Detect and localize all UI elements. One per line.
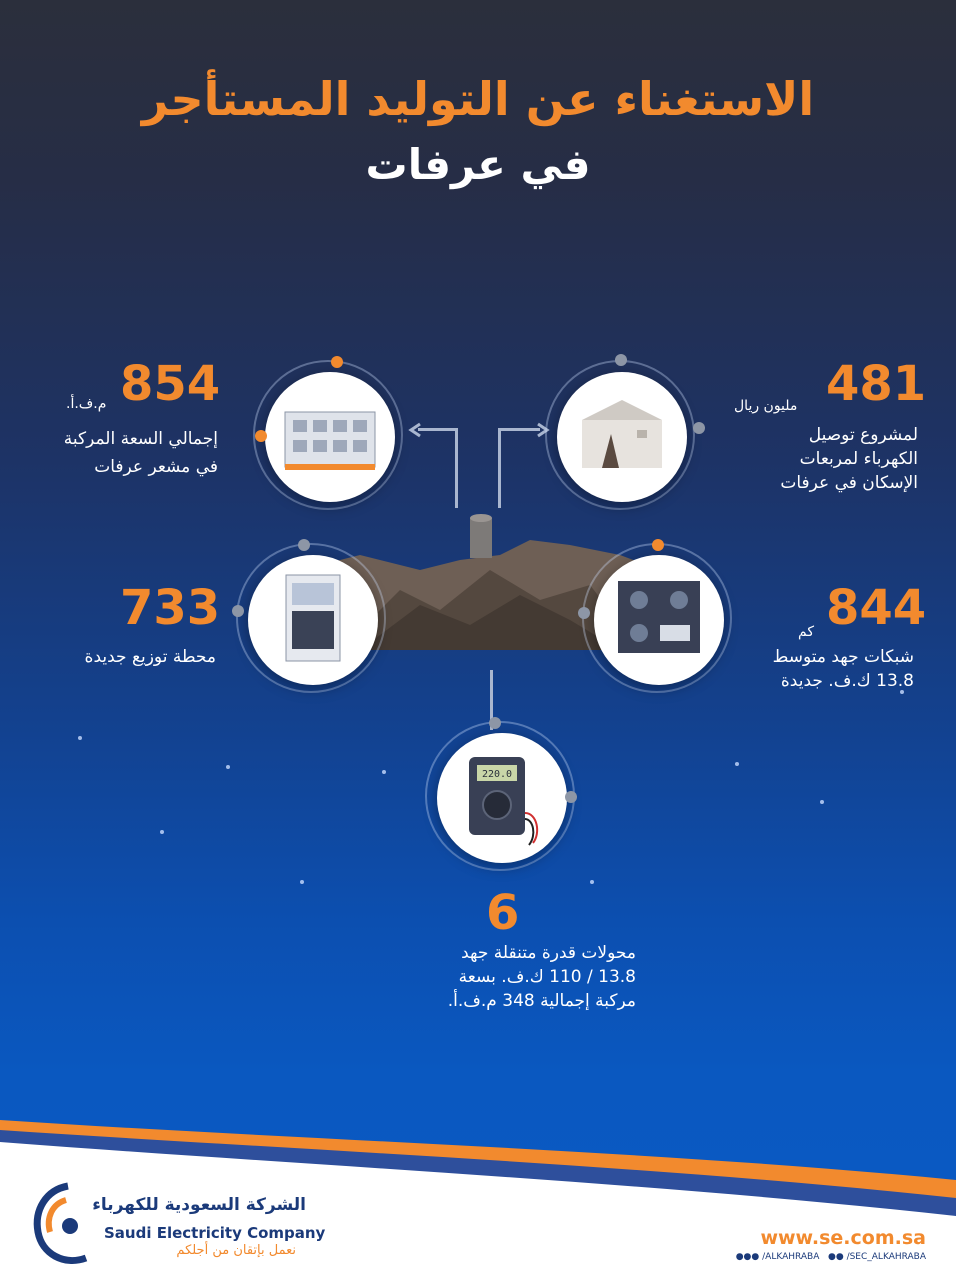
social-icons: ●● xyxy=(827,1252,844,1262)
multimeter-icon xyxy=(437,733,567,863)
distribution-cabinet-icon xyxy=(248,555,378,685)
project-desc-3: الإسكان في عرفات xyxy=(780,473,918,493)
project-value: 481 xyxy=(826,356,927,412)
company-name-en: Saudi Electricity Company xyxy=(104,1224,326,1242)
stations-desc-1: محطة توزيع جديدة xyxy=(84,647,216,667)
page-subtitle: في عرفات xyxy=(365,140,591,189)
connector-line xyxy=(498,428,501,508)
connector-line xyxy=(455,428,458,508)
transformers-desc-2: 13.8 / 110 ك.ف. بسعة xyxy=(458,967,636,987)
stations-value: 733 xyxy=(120,580,221,636)
social-handle-1[interactable]: /ALKAHRABA xyxy=(762,1252,820,1262)
networks-icon-circle xyxy=(594,555,724,685)
star xyxy=(820,800,824,804)
company-slogan: نعمل بإتقان من أجلكم xyxy=(176,1243,296,1258)
project-icon-circle xyxy=(557,372,687,502)
transformers-desc-3: مركبة إجمالية 348 م.ف.أ. xyxy=(447,991,636,1011)
company-name-ar: الشركة السعودية للكهرباء xyxy=(92,1195,306,1215)
transformers-value: 6 xyxy=(486,885,520,941)
transformers-icon-circle xyxy=(437,733,567,863)
networks-desc-2: 13.8 ك.ف. جديدة xyxy=(780,671,914,691)
multimeter-display: 220.0 xyxy=(481,769,513,780)
capacity-desc-2: في مشعر عرفات xyxy=(94,457,218,477)
social-handle-2[interactable]: /SEC_ALKAHRABA xyxy=(846,1252,926,1262)
networks-value: 844 xyxy=(826,580,927,636)
social-icons: ●●● xyxy=(735,1252,760,1262)
project-unit: مليون ريال xyxy=(734,398,798,414)
capacity-icon-circle xyxy=(265,372,395,502)
star xyxy=(735,762,739,766)
networks-unit: كم xyxy=(798,624,814,640)
star xyxy=(590,880,594,884)
page-title: الاستغناء عن التوليد المستأجر xyxy=(141,72,815,126)
arrow-left-icon xyxy=(408,422,422,438)
stations-icon-circle xyxy=(248,555,378,685)
website-link[interactable]: www.se.com.sa xyxy=(760,1227,926,1249)
star xyxy=(382,770,386,774)
connector-line xyxy=(418,428,458,431)
company-logo-icon xyxy=(28,1178,102,1268)
project-desc-2: الكهرباء لمربعات xyxy=(799,449,918,469)
transformers-desc-1: محولات قدرة متنقلة جهد xyxy=(461,943,636,963)
connector-line xyxy=(498,428,540,431)
meter-panel-icon xyxy=(594,555,724,685)
capacity-value: 854 xyxy=(120,356,221,412)
social-handles xyxy=(736,1252,926,1262)
networks-desc-1: شبكات جهد متوسط xyxy=(772,647,914,667)
tent-icon xyxy=(557,372,687,502)
project-desc-1: لمشروع توصيل xyxy=(808,425,918,445)
generator-racks-icon xyxy=(265,372,395,502)
star xyxy=(160,830,164,834)
capacity-desc-1: إجمالي السعة المركبة xyxy=(63,429,218,449)
star xyxy=(78,736,82,740)
star xyxy=(300,880,304,884)
capacity-unit: م.ف.أ. xyxy=(66,396,107,412)
star xyxy=(226,765,230,769)
